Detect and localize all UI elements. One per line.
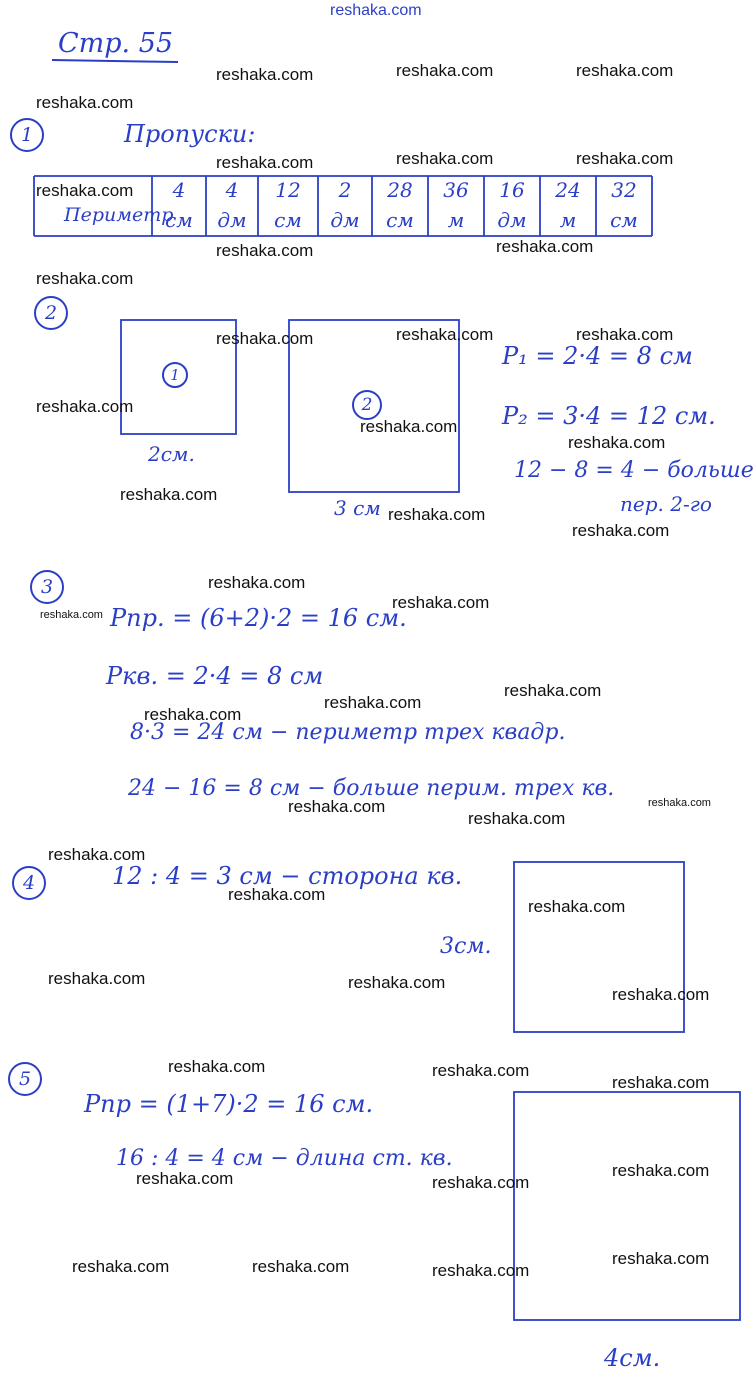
watermark: reshaka.com [48,845,146,864]
watermark: reshaka.com [36,93,134,112]
watermark: reshaka.com [216,329,314,348]
table-cell-value: 2 [338,178,352,202]
watermark: reshaka.com [216,65,314,84]
square-1-side: 2см. [148,442,195,466]
task-1-number: 1 [10,118,44,152]
watermark: reshaka.com [612,985,710,1004]
task-4-line-1: 12 : 4 = 3 см − сторона кв. [112,862,463,890]
table-row-label: Периметр [64,204,174,226]
watermark: reshaka.com [576,325,674,344]
watermark: reshaka.com [216,153,314,172]
watermark: reshaka.com [528,897,626,916]
watermark: reshaka.com [208,573,306,592]
watermark: reshaka.com [48,969,146,988]
watermark: reshaka.com [612,1073,710,1092]
watermark: reshaka.com [396,149,494,168]
watermark: reshaka.com [228,885,326,904]
watermark: reshaka.com [396,325,494,344]
watermark: reshaka.com [648,797,711,809]
watermark: reshaka.com [572,521,670,540]
task-3-number: 3 [30,570,64,604]
square-2-side: 3 см [334,496,381,520]
watermark: reshaka.com [612,1249,710,1268]
task-1-title: Пропуски: [124,120,256,148]
watermark: reshaka.com [360,417,458,436]
square-1-label: 1 [162,362,188,388]
watermark: reshaka.com [40,609,103,621]
square-task5 [514,1092,740,1320]
table-cell-unit: дм [497,208,527,232]
watermark: reshaka.com [168,1057,266,1076]
watermark: reshaka.com [216,241,314,260]
task-5-number: 5 [8,1062,42,1096]
task-5-line-1: Pпр = (1+7)·2 = 16 см. [84,1090,374,1118]
site-header[interactable]: reshaka.com [330,2,422,19]
watermark: reshaka.com [72,1257,170,1276]
watermark: reshaka.com [496,237,594,256]
watermark: reshaka.com [288,797,386,816]
table-cell-value: 28 [387,178,413,202]
task-2-line-2: P₂ = 3·4 = 12 см. [502,402,716,430]
watermark: reshaka.com [392,593,490,612]
square-2-label: 2 [352,390,382,420]
table-cell-unit: дм [330,208,360,232]
task-2-number: 2 [34,296,68,330]
table-cell-value: 24 [555,178,581,202]
task-3-line-1: Pпр. = (6+2)·2 = 16 см. [110,604,407,632]
watermark: reshaka.com [388,505,486,524]
table-cell-unit: м [447,208,465,232]
task-5-side: 4см. [604,1344,661,1372]
watermark: reshaka.com [612,1161,710,1180]
watermark: reshaka.com [504,681,602,700]
table-cell-unit: см [610,208,638,232]
task-4-side: 3см. [440,934,492,959]
table-cell-value: 4 [172,178,186,202]
watermark: reshaka.com [432,1261,530,1280]
watermark: reshaka.com [568,433,666,452]
table-cell-unit: см [386,208,414,232]
table-cell-value: 4 [225,178,239,202]
watermark: reshaka.com [432,1173,530,1192]
task-3-line-2: Pкв. = 2·4 = 8 см [106,662,324,690]
watermark: reshaka.com [36,397,134,416]
watermark: reshaka.com [576,149,674,168]
watermark: reshaka.com [252,1257,350,1276]
table-cell-unit: дм [217,208,247,232]
task-3-line-3: 8·3 = 24 см − периметр трех квадр. [130,720,566,745]
table-cell-unit: см [165,208,193,232]
watermark: reshaka.com [36,181,134,200]
table-cell-unit: см [274,208,302,232]
task-5-line-2: 16 : 4 = 4 см − длина ст. кв. [116,1146,453,1171]
watermark: reshaka.com [136,1169,234,1188]
watermark: reshaka.com [432,1061,530,1080]
watermark: reshaka.com [468,809,566,828]
watermark: reshaka.com [36,269,134,288]
table-cell-value: 16 [499,178,525,202]
watermark: reshaka.com [396,61,494,80]
header-underline [52,60,178,62]
watermark: reshaka.com [144,705,242,724]
table-cell-value: 36 [443,178,469,202]
table-cell-value: 12 [275,178,301,202]
watermark: reshaka.com [120,485,218,504]
task-2-line-4: пер. 2-го [620,492,712,516]
watermark: reshaka.com [348,973,446,992]
page-title: Стр. 55 [58,28,174,59]
task-2-line-3: 12 − 8 = 4 − больше [514,458,754,483]
square-task4 [514,862,684,1032]
task-3-line-4: 24 − 16 = 8 см − больше перим. трех кв. [128,776,615,801]
watermark: reshaka.com [324,693,422,712]
table-cell-unit: м [559,208,577,232]
task-4-number: 4 [12,866,46,900]
watermark: reshaka.com [576,61,674,80]
table-cell-value: 32 [611,178,637,202]
task-2-line-1: P₁ = 2·4 = 8 см [502,342,693,370]
